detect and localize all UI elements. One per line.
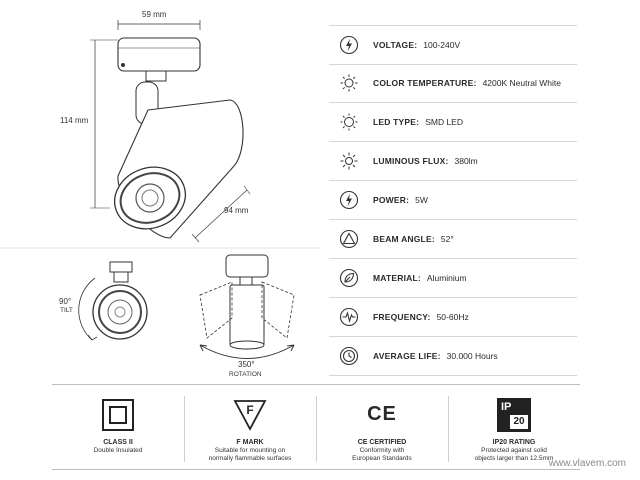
cert-description: Conformity with European Standards (352, 447, 412, 462)
spec-value: 380lm (454, 156, 478, 166)
ce-glyph: CE (367, 403, 397, 425)
spec-label: MATERIAL: (373, 273, 421, 283)
cert-class-ii (52, 384, 184, 466)
spec-value: 52° (440, 234, 454, 244)
product-drawing (0, 0, 320, 385)
spec-row-average-life (329, 337, 577, 376)
spec-row-voltage (329, 25, 577, 65)
spec-value: 5W (415, 195, 428, 205)
rotation-caption: ROTATION (229, 371, 262, 378)
sun-color-icon (339, 73, 359, 93)
width-dimension-label: 59 mm (142, 10, 167, 19)
spec-label: VOLTAGE: (373, 40, 418, 50)
cert-title: IP20 RATING (492, 439, 536, 446)
cert-ip20 (448, 384, 580, 466)
cert-f-mark (184, 384, 316, 466)
spec-value: Aluminium (426, 273, 467, 283)
spec-label: LED TYPE: (373, 117, 420, 127)
spec-row-frequency (329, 298, 577, 337)
spec-label: LUMINOUS FLUX: (373, 156, 449, 166)
spec-row-material (329, 259, 577, 298)
tilt-caption: TILT (60, 307, 73, 314)
pulse-frequency-icon (339, 307, 359, 327)
spec-value: 4200K Neutral White (482, 78, 561, 88)
sun-led-icon (339, 112, 359, 132)
ce-icon (365, 398, 399, 432)
spec-row-color-temperature (329, 64, 577, 103)
spec-label: FREQUENCY: (373, 312, 431, 322)
cert-ce (316, 384, 448, 466)
spec-value: 100-240V (423, 40, 461, 50)
bolt-circle-icon (339, 190, 359, 210)
spec-row-power (329, 181, 577, 220)
triangle-angle-icon (339, 229, 359, 249)
cert-description: Double Insulated (93, 447, 143, 454)
watermark: www.vlavem.com (548, 458, 626, 469)
ip-glyph: IP (501, 401, 512, 413)
cert-title: CLASS II (103, 439, 133, 446)
tilt-angle-label: 90° (59, 297, 72, 306)
rotation-angle-label: 350° (238, 360, 255, 369)
spec-value: 30.000 Hours (446, 351, 498, 361)
class-ii-icon (101, 398, 135, 432)
spec-value: 50-60Hz (436, 312, 469, 322)
height-dimension-label: 114 mm (60, 116, 89, 125)
spec-label: POWER: (373, 195, 410, 205)
ip-rating-glyph: 20 (510, 415, 528, 429)
sun-flux-icon (339, 151, 359, 171)
spec-value: SMD LED (425, 117, 463, 127)
spec-row-luminous-flux (329, 142, 577, 181)
spec-row-led-type (329, 103, 577, 142)
cert-title: F MARK (236, 439, 264, 446)
leaf-material-icon (339, 268, 359, 288)
bolt-circle-icon (339, 35, 359, 55)
spec-label: COLOR TEMPERATURE: (373, 78, 477, 88)
spec-label: AVERAGE LIFE: (373, 351, 441, 361)
spec-label: BEAM ANGLE: (373, 234, 435, 244)
cert-title: CE CERTIFIED (357, 439, 407, 446)
spec-row-beam-angle (329, 220, 577, 259)
cert-description: Protected against solid objects larger than 12.5mm (474, 447, 554, 462)
f-mark-glyph: F (246, 403, 254, 417)
depth-dimension-label: 94 mm (224, 206, 249, 215)
ip20-icon (497, 398, 531, 432)
cert-description: Suitable for mounting on normally flammable surfaces (208, 447, 292, 462)
clock-life-icon (339, 346, 359, 366)
f-mark-icon (233, 398, 267, 432)
